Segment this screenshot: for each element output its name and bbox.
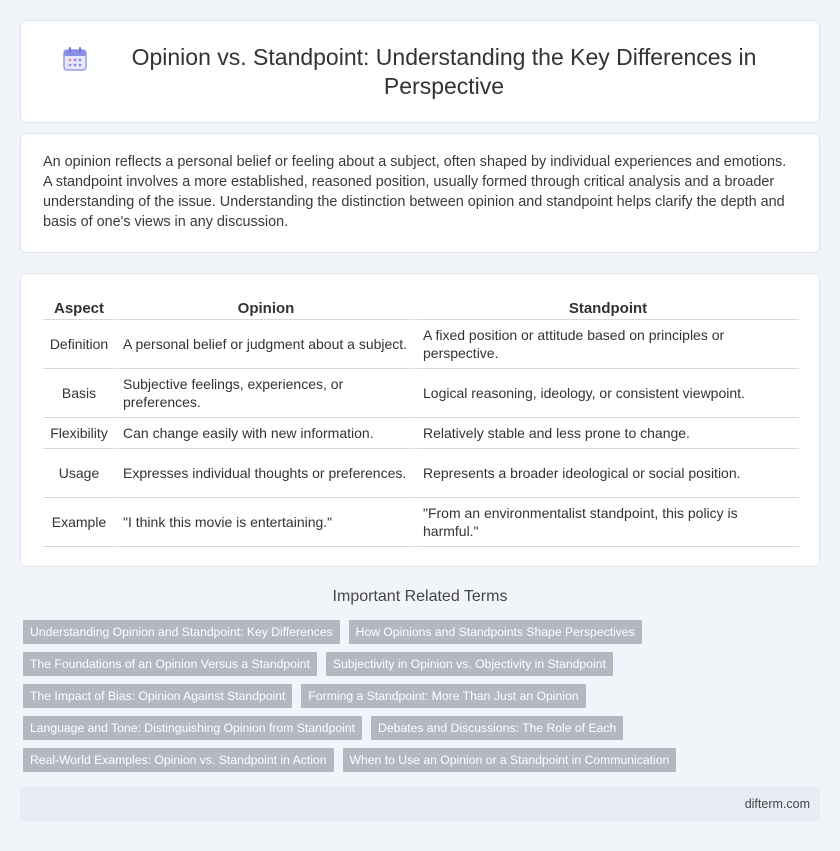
related-term-tag[interactable]: When to Use an Opinion or a Standpoint in Communication <box>343 748 677 772</box>
standpoint-cell: Represents a broader ideological or social position. <box>415 449 799 498</box>
related-term-tag[interactable]: Subjectivity in Opinion vs. Objectivity in Standpoint <box>326 652 613 676</box>
table-row <box>43 498 799 547</box>
opinion-cell: Can change easily with new information. <box>115 418 415 449</box>
aspect-cell: Usage <box>43 449 115 498</box>
related-term-tag[interactable]: Real-World Examples: Opinion vs. Standpoint in Action <box>23 748 334 772</box>
aspect-cell: Flexibility <box>43 418 115 449</box>
table-row <box>43 418 799 449</box>
footer-site-link[interactable]: difterm.com <box>744 797 810 811</box>
table-row <box>43 369 799 418</box>
comparison-table <box>43 294 799 547</box>
opinion-cell: Subjective feelings, experiences, or preferences. <box>115 369 415 418</box>
related-term-tag[interactable]: The Impact of Bias: Opinion Against Standpoint <box>23 684 292 708</box>
related-terms-list <box>23 620 823 772</box>
standpoint-cell: Relatively stable and less prone to change. <box>415 418 799 449</box>
related-terms-title: Important Related Terms <box>332 588 508 605</box>
table-header-row <box>43 294 799 320</box>
intro-paragraph: An opinion reflects a personal belief or feeling about a subject, often shaped by individual experiences and emotions. A standpoint involves a more established, reasoned position, usually formed through critical analysis and a broader understanding of the issue. Understanding the distinction between opinion and standpoint helps clarify the depth and basis of one's views in any discussion. <box>43 154 787 230</box>
aspect-cell: Basis <box>43 369 115 418</box>
standpoint-cell: A fixed position or attitude based on principles or perspective. <box>415 320 799 369</box>
aspect-cell: Example <box>43 498 115 547</box>
opinion-cell: "I think this movie is entertaining." <box>115 498 415 547</box>
related-term-tag[interactable]: Debates and Discussions: The Role of Each <box>371 716 623 740</box>
header-opinion: Opinion <box>115 294 415 320</box>
related-term-tag[interactable]: How Opinions and Standpoints Shape Perspectives <box>349 620 642 644</box>
table-row <box>43 320 799 369</box>
calendar-icon <box>61 45 89 73</box>
aspect-cell: Definition <box>43 320 115 369</box>
header-card <box>20 20 820 123</box>
page-title: Opinion vs. Standpoint: Understanding the Key Differences in Perspective <box>131 43 757 99</box>
footer <box>20 787 820 821</box>
header-aspect: Aspect <box>43 294 115 320</box>
standpoint-cell: Logical reasoning, ideology, or consistent viewpoint. <box>415 369 799 418</box>
related-term-tag[interactable]: Understanding Opinion and Standpoint: Key Differences <box>23 620 340 644</box>
header-standpoint: Standpoint <box>415 294 799 320</box>
opinion-cell: Expresses individual thoughts or preferences. <box>115 449 415 498</box>
related-term-tag[interactable]: Language and Tone: Distinguishing Opinion from Standpoint <box>23 716 362 740</box>
comparison-table-card <box>20 273 820 567</box>
opinion-cell: A personal belief or judgment about a subject. <box>115 320 415 369</box>
related-term-tag[interactable]: Forming a Standpoint: More Than Just an Opinion <box>301 684 585 708</box>
standpoint-cell: "From an environmentalist standpoint, this policy is harmful." <box>415 498 799 547</box>
related-term-tag[interactable]: The Foundations of an Opinion Versus a Standpoint <box>23 652 317 676</box>
intro-card <box>20 133 820 253</box>
table-row <box>43 449 799 498</box>
